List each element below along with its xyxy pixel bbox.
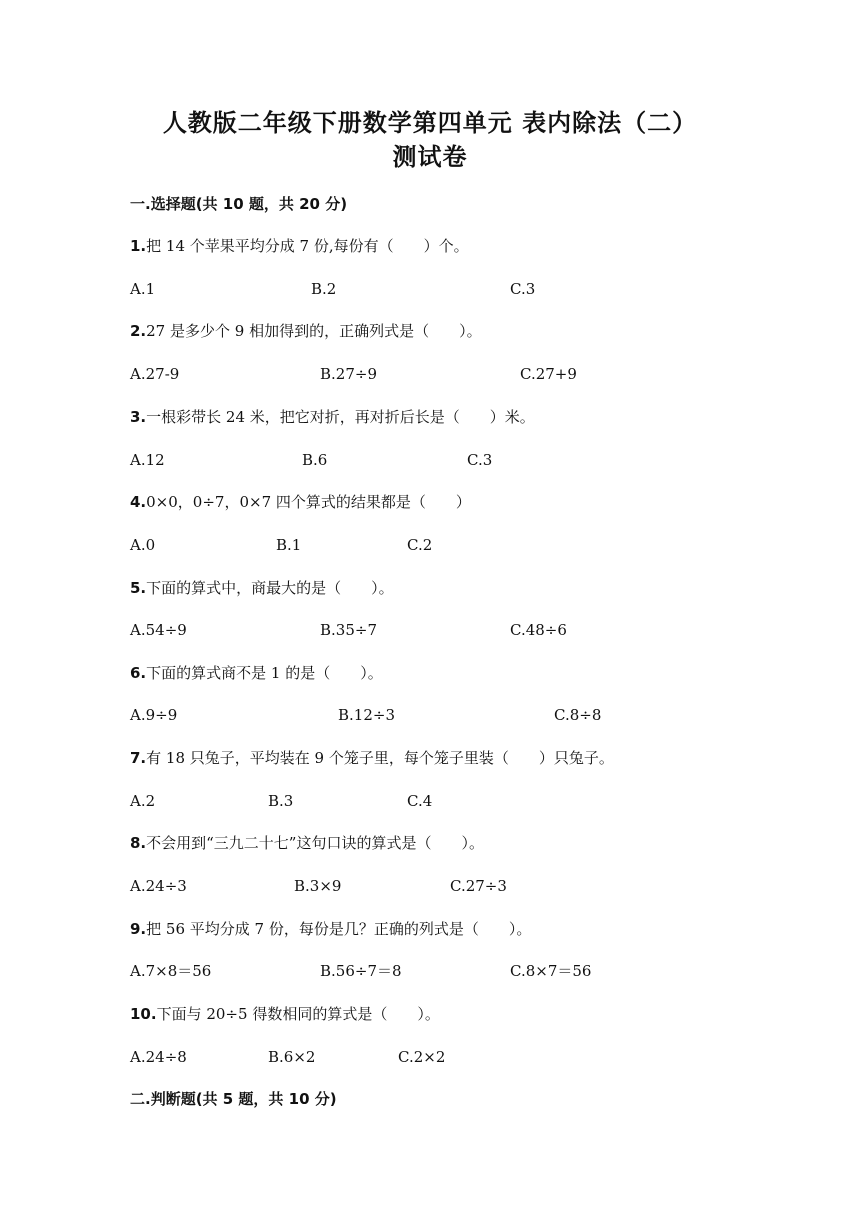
option-c: C.2 <box>407 536 433 554</box>
question-text: 不会用到“三九二十七”这句口诀的算式是（ ）。 <box>146 834 484 852</box>
option-b: B.1 <box>276 536 302 554</box>
question-number: 1. <box>130 237 147 255</box>
question-number: 5. <box>130 579 147 597</box>
option-b: B.56÷7＝8 <box>320 962 402 980</box>
question-number: 7. <box>130 749 147 767</box>
question-number: 6. <box>130 664 147 682</box>
question-3 <box>130 407 535 427</box>
option-c: C.27÷3 <box>450 877 507 895</box>
option-c: C.2×2 <box>398 1048 446 1066</box>
option-c: C.8×7＝56 <box>510 962 592 980</box>
question-9 <box>130 919 531 939</box>
question-10 <box>130 1004 440 1024</box>
option-b: B.12÷3 <box>338 706 395 724</box>
question-7 <box>130 748 614 768</box>
option-b: B.3×9 <box>294 877 342 895</box>
question-text: 27 是多少个 9 相加得到的，正确列式是（ ）。 <box>146 322 482 340</box>
option-b: B.6×2 <box>268 1048 316 1066</box>
option-a: A.12 <box>130 451 165 469</box>
option-a: A.0 <box>130 536 156 554</box>
question-text: 一根彩带长 24 米，把它对折，再对折后长是（ ）米。 <box>146 408 535 426</box>
option-c: C.4 <box>407 792 433 810</box>
question-number: 10. <box>130 1005 157 1023</box>
question-number: 2. <box>130 322 147 340</box>
option-a: A.1 <box>130 280 156 298</box>
question-1 <box>130 236 469 256</box>
question-number: 8. <box>130 834 147 852</box>
option-c: C.3 <box>510 280 536 298</box>
section-heading-judgement: 二.判断题(共 5 题，共 10 分) <box>130 1090 337 1108</box>
question-text: 下面的算式中，商最大的是（ ）。 <box>146 579 394 597</box>
question-5 <box>130 578 394 598</box>
question-text: 下面的算式商不是 1 的是（ ）。 <box>146 664 383 682</box>
option-a: A.7×8＝56 <box>130 962 212 980</box>
question-text: 把 14 个苹果平均分成 7 份,每份有（ ）个。 <box>146 237 469 255</box>
option-a: A.2 <box>130 792 156 810</box>
page-title: 人教版二年级下册数学第四单元 表内除法（二） <box>162 109 698 137</box>
question-6 <box>130 663 383 683</box>
option-b: B.3 <box>268 792 294 810</box>
question-2 <box>130 321 482 341</box>
question-text: 有 18 只兔子，平均装在 9 个笼子里，每个笼子里装（ ）只兔子。 <box>146 749 614 767</box>
question-text: 下面与 20÷5 得数相同的算式是（ ）。 <box>156 1005 440 1023</box>
question-number: 3. <box>130 408 147 426</box>
option-b: B.35÷7 <box>320 621 377 639</box>
option-c: C.3 <box>467 451 493 469</box>
option-a: A.24÷8 <box>130 1048 187 1066</box>
option-a: A.9÷9 <box>130 706 178 724</box>
option-a: A.54÷9 <box>130 621 187 639</box>
option-c: C.8÷8 <box>554 706 602 724</box>
option-b: B.2 <box>311 280 337 298</box>
question-text: 把 56 平均分成 7 份，每份是几？正确的列式是（ ）。 <box>146 920 532 938</box>
question-number: 9. <box>130 920 147 938</box>
option-b: B.6 <box>302 451 328 469</box>
option-a: A.24÷3 <box>130 877 187 895</box>
option-c: C.48÷6 <box>510 621 567 639</box>
page-title-line2: 测试卷 <box>392 143 468 171</box>
option-b: B.27÷9 <box>320 365 377 383</box>
question-number: 4. <box>130 493 147 511</box>
option-a: A.27-9 <box>130 365 180 383</box>
question-text: 0×0，0÷7，0×7 四个算式的结果都是（ ） <box>146 493 471 511</box>
section-heading-choice: 一.选择题(共 10 题，共 20 分) <box>130 195 348 213</box>
option-c: C.27+9 <box>520 365 577 383</box>
question-8 <box>130 833 484 853</box>
question-4 <box>130 492 471 512</box>
